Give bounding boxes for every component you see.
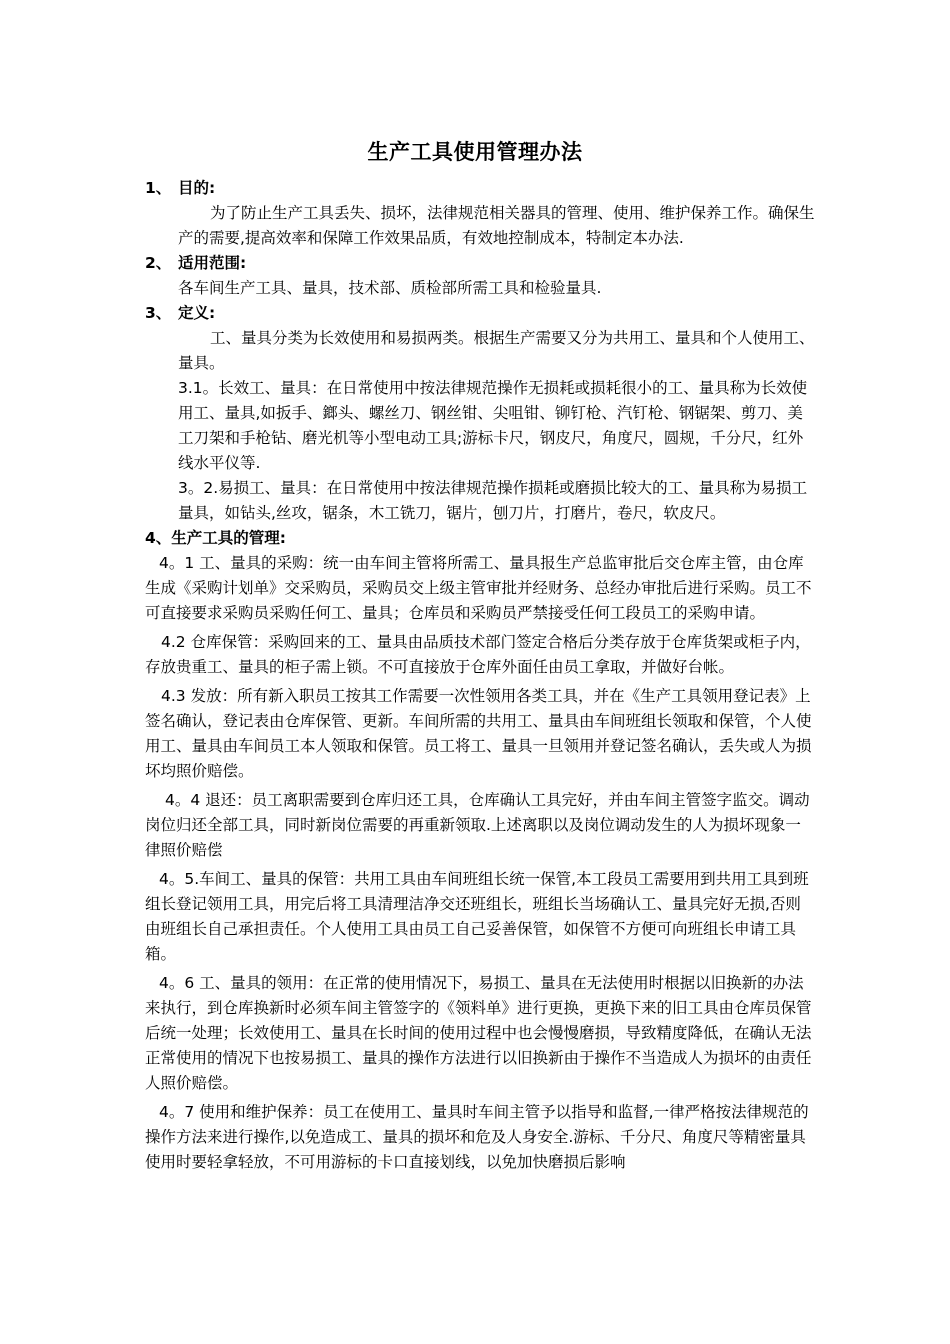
section-body-purpose bbox=[178, 201, 818, 251]
section-heading-scope bbox=[0, 251, 950, 276]
subsection-text: 3。2.易损工、量具：在日常使用中按法律规范操作损耗或磨损比较大的工、量具称为易损工量具，如钻头,丝攻，锯条，木工铣刀，锯片，刨刀片，打磨片，卷尺，软皮尺。 bbox=[178, 479, 808, 522]
section-number: 1、 bbox=[145, 179, 172, 197]
section-heading-purpose bbox=[0, 176, 950, 201]
item-4-6-collection bbox=[145, 971, 813, 1096]
section-label: 目的: bbox=[178, 179, 216, 197]
paragraph: 工、量具分类为长效使用和易损两类。根据生产需要又分为共用工、量具和个人使用工、量具。 bbox=[178, 329, 815, 372]
document-body bbox=[0, 176, 950, 1179]
item-4-3-issue bbox=[145, 684, 813, 784]
section-number: 2、 bbox=[145, 254, 172, 272]
paragraph: 为了防止生产工具丢失、损坏，法律规范相关器具的管理、使用、维护保养工作。确保生产的需要,提高效率和保障工作效果品质，有效地控制成本，特制定本办法. bbox=[178, 204, 815, 247]
section-label: 适用范围: bbox=[178, 254, 247, 272]
section-label: 定义: bbox=[178, 304, 216, 322]
item-text: 4。5.车间工、量具的保管：共用工具由车间班组长统一保管,本工段员工需要用到共用工具到班组长登记领用工具，用完后将工具清理洁净交还班组长，班组长当场确认工、量具完好无损,否则由班组长自己承担责任。个人使用工具由员工自己妥善保管，如保管不方便可向班组长申请工具箱。 bbox=[145, 870, 809, 963]
subsection-3-1 bbox=[178, 376, 818, 476]
item-4-2-storage bbox=[145, 630, 813, 680]
item-text: 4.2 仓库保管：采购回来的工、量具由品质技术部门签定合格后分类存放于仓库货架或柜子内，存放贵重工、量具的柜子需上锁。不可直接放于仓库外面任由员工拿取，并做好台帐。 bbox=[145, 633, 811, 676]
item-text: 4。1 工、量具的采购：统一由车间主管将所需工、量具报生产总监审批后交仓库主管，由仓库生成《采购计划单》交采购员，采购员交上级主管审批并经财务、总经办审批后进行采购。员工不可直接要求采购员采购任何工、量具；仓库员和采购员严禁接受任何工段员工的采购申请。 bbox=[145, 554, 812, 622]
page-title: 生产工具使用管理办法 bbox=[367, 140, 583, 164]
section-body-definition bbox=[178, 326, 818, 376]
section-heading-definition bbox=[0, 301, 950, 326]
section-number: 3、 bbox=[145, 304, 172, 322]
item-4-7-maintenance bbox=[145, 1100, 813, 1175]
item-4-1-purchase bbox=[145, 551, 813, 626]
section-heading-management: 4、生产工具的管理: bbox=[145, 529, 286, 547]
subsection-3-2 bbox=[178, 476, 818, 526]
item-4-4-return bbox=[145, 788, 813, 863]
item-4-5-custody bbox=[145, 867, 813, 967]
item-text: 4。4 退还：员工离职需要到仓库归还工具，仓库确认工具完好，并由车间主管签字监交。调动岗位归还全部工具，同时新岗位需要的再重新领取.上述离职以及岗位调动发生的人为损坏现象一律照价赔偿 bbox=[145, 791, 810, 859]
subsection-text: 3.1。长效工、量具：在日常使用中按法律规范操作无损耗或损耗很小的工、量具称为长效使用工、量具,如扳手、鎯头、螺丝刀、钢丝钳、尖咀钳、铆钉枪、汽钉枪、钢锯架、剪刀、美工刀架和手枪钻、磨光机等小型电动工具;游标卡尺，钢皮尺，角度尺，圆规，千分尺，红外线水平仪等. bbox=[178, 379, 808, 472]
item-text: 4.3 发放：所有新入职员工按其工作需要一次性领用各类工具，并在《生产工具领用登记表》上签名确认，登记表由仓库保管、更新。车间所需的共用工、量具由车间班组长领取和保管，个人使用工、量具由车间员工本人领取和保管。员工将工、量具一旦领用并登记签名确认，丢失或人为损坏均照价赔偿。 bbox=[145, 687, 812, 780]
paragraph: 各车间生产工具、量具，技术部、质检部所需工具和检验量具. bbox=[178, 279, 602, 297]
item-text: 4。7 使用和维护保养：员工在使用工、量具时车间主管予以指导和监督,一律严格按法律规范的操作方法来进行操作,以免造成工、量具的损坏和危及人身安全.游标、千分尺、角度尺等精密量具使用时要轻拿轻放，不可用游标的卡口直接划线，以免加快磨损后影响 bbox=[145, 1103, 809, 1171]
item-text: 4。6 工、量具的领用：在正常的使用情况下，易损工、量具在无法使用时根据以旧换新的办法来执行，到仓库换新时必须车间主管签字的《领料单》进行更换，更换下来的旧工具由仓库员保管后统一处理；长效使用工、量具在长时间的使用过程中也会慢慢磨损，导致精度降低，在确认无法正常使用的情况下也按易损工、量具的操作方法进行以旧换新由于操作不当造成人为损坏的由责任人照价赔偿。 bbox=[145, 974, 812, 1092]
section-body-scope bbox=[178, 276, 818, 301]
